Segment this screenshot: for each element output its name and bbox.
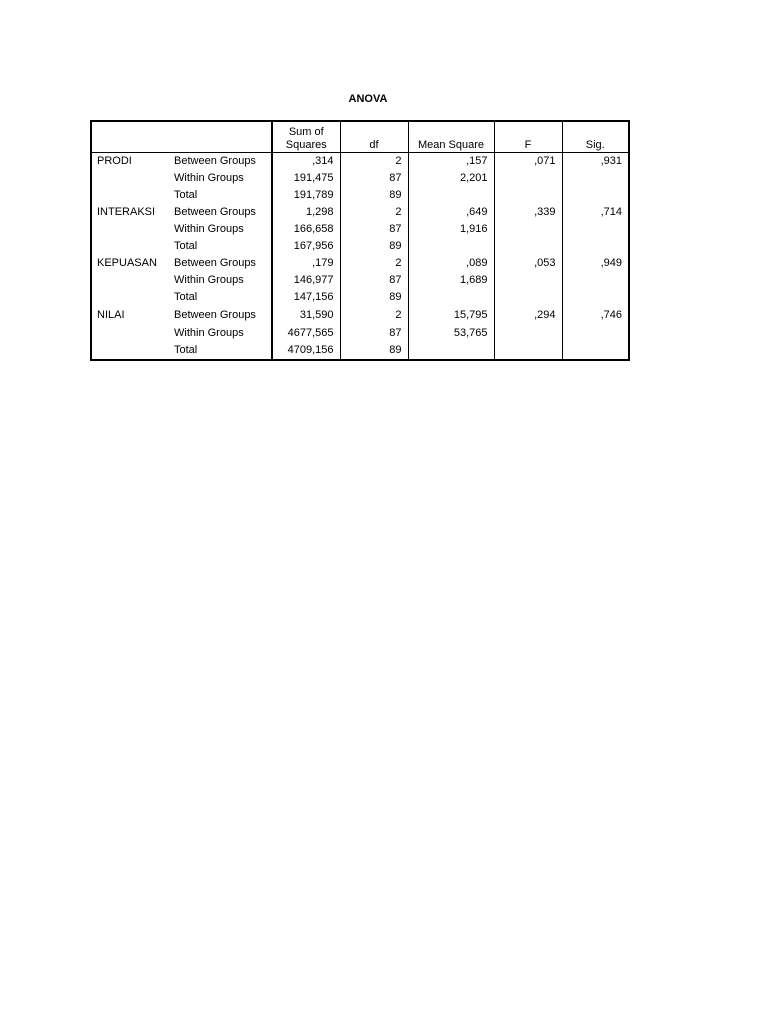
variable-label: KEPUASAN (97, 257, 157, 269)
table-row (91, 170, 629, 187)
variable-label (91, 289, 169, 306)
variable-label (91, 272, 169, 289)
table-row (91, 342, 629, 360)
sig-cell (562, 342, 629, 360)
sig-cell (562, 170, 629, 187)
sig-cell (562, 187, 629, 204)
sig-cell: ,949 (562, 255, 629, 272)
df-cell: 87 (340, 221, 408, 238)
f-cell (494, 238, 562, 255)
sum-of-squares-cell: 191,789 (272, 187, 340, 204)
variable-label: PRODI (97, 155, 132, 167)
table-row (91, 306, 629, 325)
f-cell: ,294 (494, 306, 562, 325)
table-row (91, 325, 629, 342)
sig-cell (562, 221, 629, 238)
mean-square-cell (408, 342, 494, 360)
table-row (91, 204, 629, 221)
sig-cell: ,714 (562, 204, 629, 221)
variable-label (91, 221, 169, 238)
header-sum-of-squares-line1: Sum of (288, 126, 324, 138)
variable-label (91, 325, 169, 342)
mean-square-cell (408, 238, 494, 255)
source-label: Total (174, 291, 198, 303)
df-cell: 2 (340, 204, 408, 221)
header-corner-source (169, 121, 272, 153)
sig-cell: ,931 (562, 153, 629, 171)
sig-cell: ,746 (562, 306, 629, 325)
table-row (91, 238, 629, 255)
source-label: Within Groups (174, 172, 244, 184)
sum-of-squares-cell: ,179 (272, 255, 340, 272)
header-corner-variable (91, 121, 169, 153)
mean-square-cell: ,157 (408, 153, 494, 171)
source-label: Total (174, 344, 198, 356)
df-cell: 87 (340, 170, 408, 187)
table-row (91, 289, 629, 306)
df-cell: 2 (340, 153, 408, 171)
f-cell: ,071 (494, 153, 562, 171)
mean-square-cell: ,649 (408, 204, 494, 221)
sig-cell (562, 325, 629, 342)
variable-label (91, 238, 169, 255)
header-sum-of-squares (272, 121, 340, 153)
mean-square-cell: ,089 (408, 255, 494, 272)
table-row (91, 272, 629, 289)
variable-label: NILAI (97, 309, 125, 321)
df-cell: 89 (340, 342, 408, 360)
f-cell (494, 325, 562, 342)
source-label: Within Groups (174, 274, 244, 286)
header-sig: Sig. (562, 121, 629, 153)
f-cell (494, 170, 562, 187)
sum-of-squares-cell: 147,156 (272, 289, 340, 306)
table-row (91, 187, 629, 204)
source-label: Between Groups (174, 257, 256, 269)
sum-of-squares-cell: 31,590 (272, 306, 340, 325)
source-label: Between Groups (174, 206, 256, 218)
mean-square-cell: 1,916 (408, 221, 494, 238)
sum-of-squares-cell: 146,977 (272, 272, 340, 289)
header-row (91, 121, 629, 153)
variable-label: INTERAKSI (97, 206, 156, 218)
mean-square-cell: 15,795 (408, 306, 494, 325)
source-label: Between Groups (174, 155, 256, 167)
df-cell: 87 (340, 272, 408, 289)
df-cell: 89 (340, 187, 408, 204)
f-cell (494, 289, 562, 306)
sum-of-squares-cell: 4677,565 (272, 325, 340, 342)
table-title: ANOVA (348, 93, 388, 105)
header-mean-square: Mean Square (408, 121, 494, 153)
source-label: Between Groups (174, 309, 256, 321)
df-cell: 2 (340, 306, 408, 325)
mean-square-cell (408, 289, 494, 306)
header-sum-of-squares-line2: Squares (285, 139, 327, 151)
source-label: Total (174, 240, 198, 252)
f-cell: ,339 (494, 204, 562, 221)
source-label: Within Groups (174, 327, 244, 339)
sig-cell (562, 289, 629, 306)
sum-of-squares-cell: 166,658 (272, 221, 340, 238)
df-cell: 2 (340, 255, 408, 272)
f-cell (494, 221, 562, 238)
mean-square-cell (408, 187, 494, 204)
table-row (91, 153, 629, 171)
variable-label (91, 342, 169, 360)
sum-of-squares-cell: ,314 (272, 153, 340, 171)
header-f: F (494, 121, 562, 153)
f-cell (494, 187, 562, 204)
sum-of-squares-cell: 167,956 (272, 238, 340, 255)
variable-label (91, 187, 169, 204)
f-cell (494, 342, 562, 360)
mean-square-cell: 1,689 (408, 272, 494, 289)
df-cell: 89 (340, 289, 408, 306)
f-cell (494, 272, 562, 289)
variable-label (91, 170, 169, 187)
df-cell: 89 (340, 238, 408, 255)
header-df: df (340, 121, 408, 153)
source-label: Total (174, 189, 198, 201)
table-row (91, 221, 629, 238)
sig-cell (562, 238, 629, 255)
mean-square-cell: 53,765 (408, 325, 494, 342)
sum-of-squares-cell: 1,298 (272, 204, 340, 221)
f-cell: ,053 (494, 255, 562, 272)
source-label: Within Groups (174, 223, 244, 235)
table-row (91, 255, 629, 272)
df-cell: 87 (340, 325, 408, 342)
sum-of-squares-cell: 4709,156 (272, 342, 340, 360)
sig-cell (562, 272, 629, 289)
anova-table (90, 120, 630, 361)
sum-of-squares-cell: 191,475 (272, 170, 340, 187)
mean-square-cell: 2,201 (408, 170, 494, 187)
